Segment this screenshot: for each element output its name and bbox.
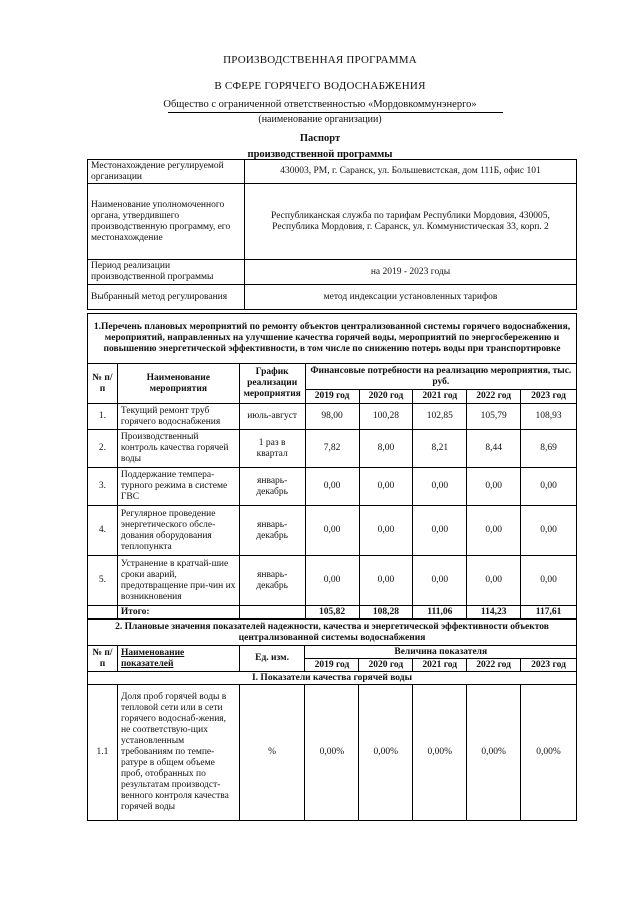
row-name: Производственный контроль качества горячей воды xyxy=(117,430,239,468)
row-name: Устранение в кратчай-шие сроки аварий, предотвращение при-чин их возникновения xyxy=(117,556,239,606)
col-header-schedule: График реализации мероприятия xyxy=(239,364,305,404)
row-value: 7,82 xyxy=(305,430,359,468)
total-label: Итого: xyxy=(117,606,239,619)
year-header: 2023 год xyxy=(521,390,577,404)
table-row xyxy=(88,430,577,468)
row-value: 0,00 xyxy=(359,506,413,556)
row-schedule: июль-август xyxy=(239,404,305,430)
row-schedule: январь-декабрь xyxy=(239,556,305,606)
col-header-no: № п/п xyxy=(88,646,118,672)
row-schedule: 1 раз в квартал xyxy=(239,430,305,468)
row-value: 108,93 xyxy=(521,404,577,430)
col-header-values: Величина показателя xyxy=(305,646,577,659)
table-row xyxy=(88,685,577,821)
row-schedule: январь-декабрь xyxy=(239,468,305,506)
row-value: 0,00 xyxy=(359,468,413,506)
col-header-no: № п/п xyxy=(88,364,118,404)
row-no: 1. xyxy=(88,404,118,430)
passport-value: Республиканская служба по тарифам Республики Мордовия, 430005, Республика Мордовия, г. Саранск, ул. Коммунистическая 33, корп. 2 xyxy=(245,184,577,260)
table-row xyxy=(88,556,577,606)
total-value: 114,23 xyxy=(467,606,521,619)
year-header: 2020 год xyxy=(359,659,413,672)
row-value: 8,44 xyxy=(467,430,521,468)
row-value: 0,00 xyxy=(521,556,577,606)
program-title-line1: ПРОИЗВОДСТВЕННАЯ ПРОГРАММА xyxy=(223,54,417,66)
row-value: 105,79 xyxy=(467,404,521,430)
row-value: 98,00 xyxy=(305,404,359,430)
row-name: Регулярное проведение энергетического обсле-дования оборудования теплопункта xyxy=(117,506,239,556)
row-value: 102,85 xyxy=(413,404,467,430)
row-value: 0,00 xyxy=(467,506,521,556)
passport-value: на 2019 - 2023 годы xyxy=(245,260,577,285)
passport-label: Период реализации производственной программы xyxy=(88,260,245,285)
total-spacer xyxy=(239,606,305,619)
passport-value: 430003, РМ, г. Саранск, ул. Большевистская, дом 111Б, офис 101 xyxy=(245,160,577,184)
row-value: 0,00 xyxy=(305,468,359,506)
passport-label: Местонахождение регулируемой организации xyxy=(88,160,245,184)
passport-title: Паспорт xyxy=(299,133,341,144)
col-header-unit: Ед. изм. xyxy=(239,646,305,672)
row-unit: % xyxy=(239,685,305,821)
row-value: 0,00% xyxy=(467,685,521,821)
row-no: 3. xyxy=(88,468,118,506)
passport-row xyxy=(88,260,577,285)
passport-label: Выбранный метод регулирования xyxy=(88,285,245,310)
total-value: 108,28 xyxy=(359,606,413,619)
row-value: 0,00 xyxy=(305,506,359,556)
year-header: 2019 год xyxy=(305,659,359,672)
row-value: 0,00% xyxy=(413,685,467,821)
year-header: 2022 год xyxy=(467,390,521,404)
total-row xyxy=(88,606,577,619)
passport-table xyxy=(87,159,577,310)
year-header: 2020 год xyxy=(359,390,413,404)
total-spacer xyxy=(88,606,118,619)
row-no: 1.1 xyxy=(88,685,118,821)
row-value: 8,00 xyxy=(359,430,413,468)
row-value: 0,00 xyxy=(359,556,413,606)
row-value: 0,00% xyxy=(305,685,359,821)
row-value: 0,00 xyxy=(467,556,521,606)
row-name: Текущий ремонт труб горячего водоснабжения xyxy=(117,404,239,430)
passport-value: метод индексации установленных тарифов xyxy=(245,285,577,310)
row-value: 0,00 xyxy=(305,556,359,606)
row-value: 0,00 xyxy=(413,506,467,556)
group-title: I. Показатели качества горячей воды xyxy=(88,672,577,685)
row-value: 0,00 xyxy=(467,468,521,506)
year-header: 2021 год xyxy=(413,390,467,404)
year-header: 2023 год xyxy=(521,659,577,672)
passport-row xyxy=(88,160,577,184)
section1-title: 1.Перечень плановых мероприятий по ремонту объектов централизованной системы горячего водоснабжения, мероприятий, направленных на улучшение качества горячей воды, мероприятий по энергосбережению и повышению энергетической эффективности, в том числе по снижению потерь воды при транспортировке xyxy=(88,314,577,364)
section2-title: 2. Плановые значения показателей надежности, качества и энергетической эффективности объектов централизованной системы водоснабжения xyxy=(88,620,577,646)
program-title-line2: В СФЕРЕ ГОРЯЧЕГО ВОДОСНАБЖЕНИЯ xyxy=(214,80,426,92)
col-header-name: Наименование показателей xyxy=(117,646,239,672)
row-value: 0,00 xyxy=(521,506,577,556)
year-header: 2019 год xyxy=(305,390,359,404)
total-value: 117,61 xyxy=(521,606,577,619)
row-value: 0,00% xyxy=(359,685,413,821)
row-value: 100,28 xyxy=(359,404,413,430)
row-value: 0,00% xyxy=(521,685,577,821)
row-value: 0,00 xyxy=(413,468,467,506)
total-value: 111,06 xyxy=(413,606,467,619)
year-header: 2021 год xyxy=(413,659,467,672)
organization-note: (наименование организации) xyxy=(258,114,382,125)
row-name: Поддержание темпера-турного режима в системе ГВС xyxy=(117,468,239,506)
row-no: 4. xyxy=(88,506,118,556)
table-row xyxy=(88,506,577,556)
row-value: 0,00 xyxy=(413,556,467,606)
row-no: 2. xyxy=(88,430,118,468)
table-row xyxy=(88,468,577,506)
row-name: Доля проб горячей воды в тепловой сети или в сети горячего водоснаб-жения, не соответствую-щих установленным требованиям по темпе-ратуре в общем объеме проб, отобранных по результатам производст-венного контроля качества горячей воды xyxy=(117,685,239,821)
row-value: 8,69 xyxy=(521,430,577,468)
table-row xyxy=(88,404,577,430)
year-header: 2022 год xyxy=(467,659,521,672)
indicators-table xyxy=(87,619,577,821)
passport-row xyxy=(88,184,577,260)
row-schedule: январь-декабрь xyxy=(239,506,305,556)
passport-subtitle: производственной программы xyxy=(247,149,393,160)
col-header-finance: Финансовые потребности на реализацию мероприятия, тыс. руб. xyxy=(305,364,576,390)
organization-name: Общество с ограниченной ответственностью «Мордовкоммунэнерго» xyxy=(163,99,477,110)
organization-underline xyxy=(168,112,503,113)
col-header-name: Наименование мероприятия xyxy=(117,364,239,404)
row-value: 8,21 xyxy=(413,430,467,468)
passport-row xyxy=(88,285,577,310)
measures-table xyxy=(87,313,577,619)
row-value: 0,00 xyxy=(521,468,577,506)
row-no: 5. xyxy=(88,556,118,606)
total-value: 105,82 xyxy=(305,606,359,619)
passport-label: Наименование уполномоченного органа, утвердившего производственную программу, его местонахождение xyxy=(88,184,245,260)
